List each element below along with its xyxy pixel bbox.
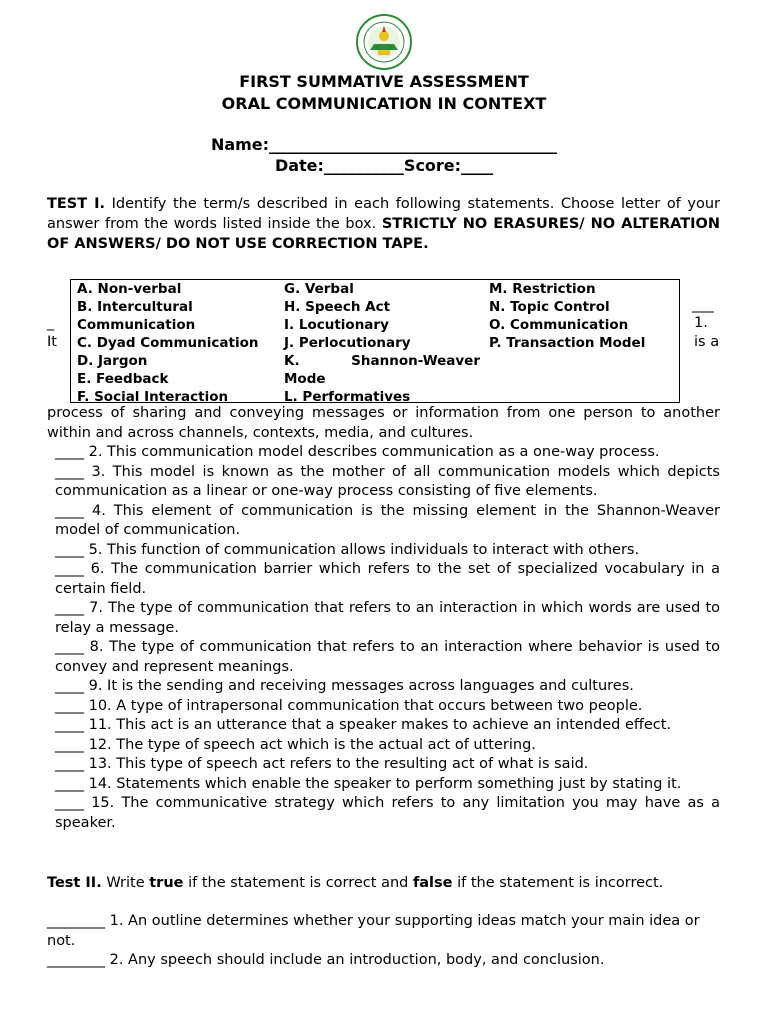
question-item: ____ 6. The communication barrier which refers to the set of specialized vocabulary in a certain field.	[55, 561, 720, 597]
choice-item: D. Jargon	[77, 353, 148, 369]
choice-item: I. Locutionary	[284, 317, 389, 333]
choice-item: Communication	[77, 317, 196, 333]
q1-right-word: is a	[694, 334, 720, 350]
question-item: ____ 10. A type of intrapersonal communication that occurs between two people.	[55, 697, 643, 714]
question-item: ____ 12. The type of speech act which is the actual act of uttering.	[55, 736, 536, 753]
school-seal-logo	[356, 14, 412, 70]
choice-item: N. Topic Control	[489, 299, 610, 315]
q1-left-blank: _	[47, 315, 55, 331]
choice-item-k	[284, 352, 480, 370]
test2-label: Test II.	[47, 875, 102, 891]
choice-item: P. Transaction Model	[489, 335, 646, 351]
question-item: ____ 8. The type of communication that refers to an interaction where behavior is used to convey and represent meanings.	[55, 639, 720, 675]
choice-item: A. Non-verbal	[77, 281, 182, 297]
q1-text: process of sharing and conveying messages or information from one person to another within and across channels, contexts, media, and cultures.	[47, 405, 720, 441]
date-score-field: Date:__________Score:____	[274, 156, 494, 175]
assessment-title: FIRST SUMMATIVE ASSESSMENT	[239, 72, 529, 91]
choices-column-2	[284, 280, 480, 406]
question-item: ____ 9. It is the sending and receiving messages across languages and cultures.	[55, 678, 634, 694]
questions-list	[47, 443, 720, 833]
subject-title: ORAL COMMUNICATION IN CONTEXT	[221, 94, 547, 113]
choice-item: E. Feedback	[77, 371, 169, 387]
q1-left-word: It	[47, 334, 57, 350]
test2-text: if the statement is correct and	[183, 875, 413, 891]
choice-item: H. Speech Act	[284, 299, 391, 315]
choice-item: J. Perlocutionary	[284, 335, 411, 351]
question-item: ____ 11. This act is an utterance that a speaker makes to achieve an intended effect.	[55, 717, 672, 733]
test2-text: Write	[101, 875, 150, 891]
test1-label: TEST I.	[47, 196, 106, 212]
choices-column-3	[489, 280, 645, 352]
question-item: ____ 7. The type of communication that refers to an interaction in which words are used to relay a message.	[55, 600, 720, 636]
choices-box	[70, 279, 680, 403]
choice-item: B. Intercultural	[77, 299, 193, 315]
choice-k-letter: K.	[284, 353, 300, 369]
question-item: ____ 5. This function of communication allows individuals to interact with others.	[55, 541, 640, 558]
q1-right-num: 1.	[694, 315, 708, 331]
choice-item: F. Social Interaction	[77, 389, 229, 405]
question-item: ____ 2. This communication model describes communication as a one-way process.	[55, 444, 660, 460]
question-item: ____ 4. This element of communication is the missing element in the Shannon-Weaver model of communication.	[55, 502, 720, 538]
true-word: true	[149, 875, 184, 891]
question-item: ____ 13. This type of speech act refers to the resulting act of what is said.	[55, 756, 589, 772]
test1-warning: STRICTLY NO ERASURES/ NO ALTERATION OF ANSWERS/ DO NOT USE CORRECTION TAPE.	[47, 216, 720, 252]
choice-item: M. Restriction	[489, 281, 596, 297]
test2-text: if the statement is incorrect.	[452, 875, 664, 891]
choice-item: L. Performatives	[284, 389, 411, 405]
question-item: ____ 15. The communicative strategy which refers to any limitation you may have as a speaker.	[55, 795, 720, 831]
question-item: ____ 14. Statements which enable the speaker to perform something just by stating it.	[55, 775, 682, 792]
test2-items	[47, 912, 720, 971]
choice-k-text: Shannon-Weaver	[351, 353, 480, 369]
test2-instructions	[47, 873, 720, 893]
tf-item: ________ 1. An outline determines whether your supporting ideas match your main idea or not.	[47, 913, 700, 949]
name-field: Name:____________________________________	[210, 135, 558, 154]
tf-item: ________ 2. Any speech should include an introduction, body, and conclusion.	[47, 952, 605, 968]
question-item: ____ 3. This model is known as the mother of all communication models which depicts communication as a linear or one-way process consisting of five elements.	[55, 463, 720, 499]
choice-item: O. Communication	[489, 317, 629, 333]
test1-instruction-text: Identify the term/s described in each following statements. Choose letter of your answer from the words listed inside the box.	[47, 196, 720, 232]
choice-item: G. Verbal	[284, 281, 354, 297]
choices-column-1	[77, 280, 258, 406]
test1-instructions	[47, 194, 720, 254]
q1-right-blank: ___	[692, 297, 714, 313]
choice-item: Mode	[284, 371, 326, 387]
false-word: false	[412, 875, 453, 891]
choice-item: C. Dyad Communication	[77, 335, 259, 351]
